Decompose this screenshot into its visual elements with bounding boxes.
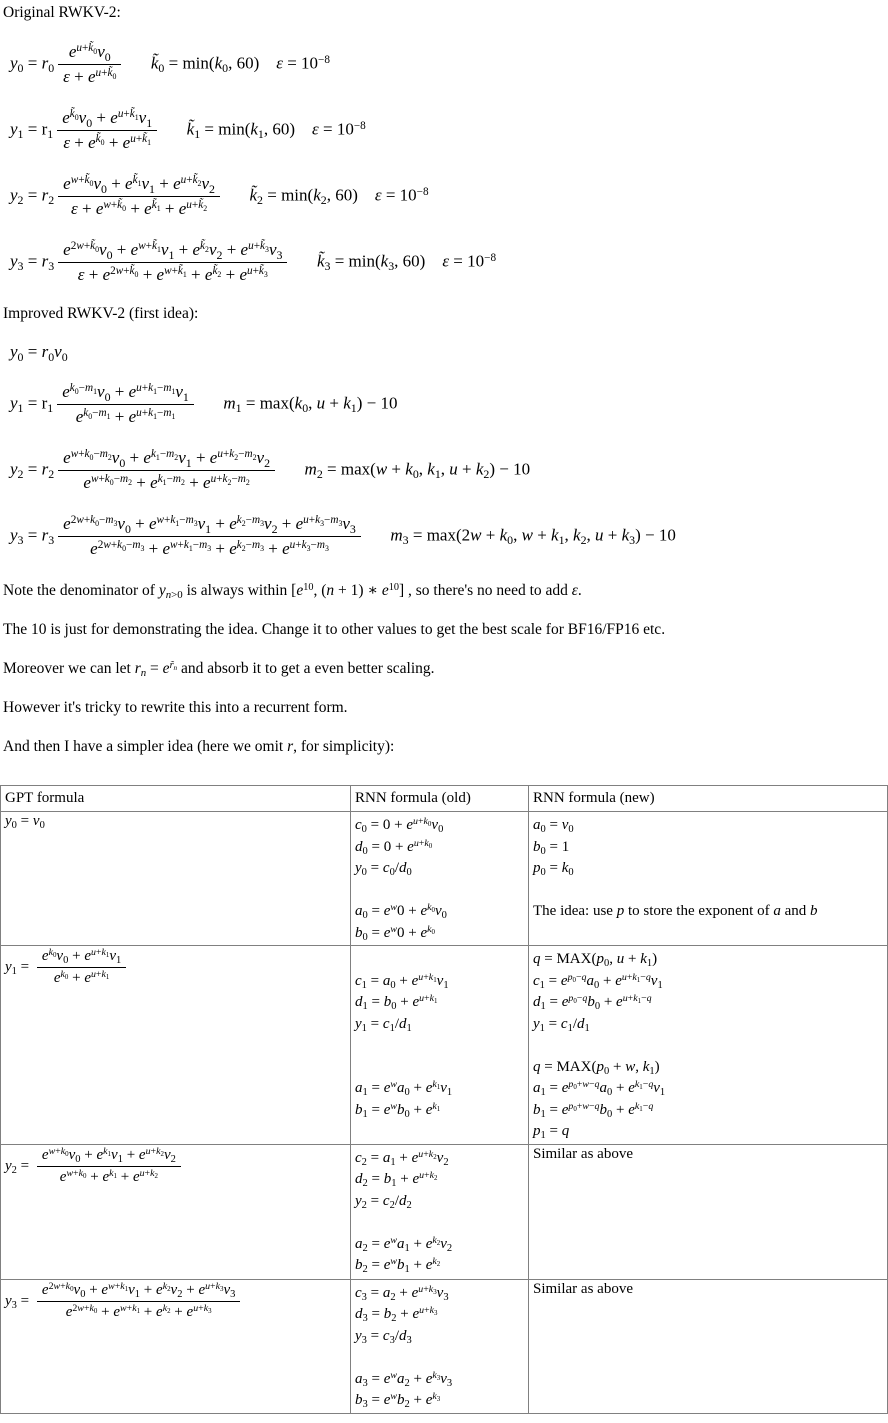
math-formula: $y_1 = r_1$ $\frac{e^{k̃_0}v_0 + e^{u+k̃_1}v_1}{\varepsilon + e^{k̃_0} + e^{u+k̃_1}}$ $k̃_1 = \min(k_1$, 60) $\varepsilon = 10^{-8}$ [10, 108, 366, 152]
column-header-0: GPT formula [1, 786, 351, 812]
formula-line [355, 1057, 524, 1079]
column-header-1: RNN formula (old) [351, 786, 529, 812]
formula-line: $y_1 = c_1/d_1$ [533, 1015, 590, 1034]
section-heading: Improved RWKV-2 (first idea): [3, 305, 199, 322]
formula-line: $d_0 = 0 + e^{u+k_0}$ [355, 837, 433, 857]
paragraph: Moreover we can let $r_n = e^{r̃_n}$ and absorb it to get a even better scaling. [3, 659, 435, 680]
rnn-new-lines [533, 947, 883, 1143]
table-row [1, 1279, 888, 1413]
section-heading: Original RWKV-2: [3, 4, 121, 21]
fraction: $\frac{e^{k_0}v_0 + e^{u+k_1}v_1}{e^{k_0} + e^{u+k_1}}$ [37, 947, 126, 988]
math-formula: $y_3 = r_3$ $\frac{e^{2w+k̃_0}v_0 + e^{w+k̃_1}v_1 + e^{k̃_2}v_2 + e^{u+k̃_3}v_3}{\varepsilon + e^{2w+k̃_0} + e^{w+k̃_1} + e^{k̃_2} + e^{u+k̃_3}}$ $k̃_3 = \min(k_3$, 60) $\varepsilon = 10^{-8}$ [10, 240, 497, 284]
table-header-row [1, 786, 888, 812]
formula-line [355, 949, 524, 971]
formula-line: $y_2 = c_2/d_2$ [355, 1192, 412, 1211]
cell-rnn-old [351, 812, 529, 946]
formula-line: $p_0 = k_0$ [533, 860, 574, 879]
formula-line: $d_1 = e^{p_0-q}b_0 + e^{u+k_1-q}$ [533, 993, 652, 1013]
cell-rnn-old [351, 1279, 529, 1413]
formula-line [533, 880, 883, 902]
table-row [1, 1144, 888, 1279]
fraction: $\frac{e^{w+k̃_0}v_0 + e^{k̃_1}v_1 + e^{u+k̃_2}v_2}{\varepsilon + e^{w+k̃_0} + e^{k̃_1} + e^{u+k̃_2}}$ [58, 173, 220, 220]
table-row [1, 946, 888, 1145]
cell-gpt-formula: $y_3$ = $\frac{e^{2w+k_0}v_0 + e^{w+k_1}v_1 + e^{k_2}v_2 + e^{u+k_3}v_3}{e^{2w+k_0} + e^{w+k_1} + e^{k_2} + e^{u+k_3}}$ [1, 1279, 351, 1413]
formula-line [355, 880, 524, 902]
formula-line: $a_1 = e^wa_0 + e^{k_1}v_1$ [355, 1079, 453, 1099]
cell-rnn-new [529, 812, 888, 946]
formula-line: $c_3 = a_2 + e^{u+k_3}v_3$ [355, 1283, 449, 1303]
math-formula: $y_0 = r_0$ $\frac{e^{u+k̃_0}v_0}{\varepsilon + e^{u+k̃_0}}$ $k̃_0 = \min(k_0$, 60) $\varepsilon = 10^{-8}$ [10, 42, 330, 86]
paragraph: Note the denominator of $y_{n>0}$ is always within [$e^{10}$, (n + 1) ∗ $e^{10}$] , so there's no need to add ε. [3, 581, 582, 602]
fraction: $\frac{e^{2w+k_0-m_3}v_0 + e^{w+k_1-m_3}v_1 + e^{k_2-m_3}v_2 + e^{u+k_3-m_3}v_3}{e^{2w+k_0-m_3} + e^{w+k_1-m_3} + e^{k_2-m_3} + e^{u+k_3-m_3}}$ [58, 513, 361, 560]
math-formula: $y_0 = r_0v_0$ [10, 342, 68, 364]
formula-line: $d_3 = b_2 + e^{u+k_3}$ [355, 1305, 438, 1325]
paragraph: However it's tricky to rewrite this into a recurrent form. [3, 699, 348, 716]
formula-line [533, 1035, 883, 1057]
formula-line: $a_0 = v_0$ [533, 817, 574, 836]
formula-line: $b_2 = e^wb_1 + e^{k_2}$ [355, 1256, 441, 1276]
formula-line: $a_3 = e^wa_2 + e^{k_3}v_3$ [355, 1369, 453, 1389]
math-formula: $y_1 = r_1$ $\frac{e^{k_0-m_1}v_0 + e^{u+k_1-m_1}v_1}{e^{k_0-m_1} + e^{u+k_1-m_1}}$ $m_1 = \max(k_0$, $u + k_1) - 10$ [10, 382, 398, 426]
cell-rnn-new: Similar as above [529, 1279, 888, 1413]
rnn-old-lines [355, 1281, 524, 1412]
formula-line: $c_1 = e^{p_0-q}a_0 + e^{u+k_1-q}v_1$ [533, 971, 663, 991]
cell-rnn-new [529, 946, 888, 1145]
math-formula: $y_2 = r_2$ $\frac{e^{w+k_0-m_2}v_0 + e^{k_1-m_2}v_1 + e^{u+k_2-m_2}v_2}{e^{w+k_0-m_2} + e^{k_1-m_2} + e^{u+k_2-m_2}}$ $m_2 = \max(w + k_0$, $k_1$, $u + k_2) - 10$ [10, 448, 531, 492]
formula-line: $b_0 = 1$ [533, 838, 570, 857]
math-formula: $y_2 = r_2$ $\frac{e^{w+k̃_0}v_0 + e^{k̃_1}v_1 + e^{u+k̃_2}v_2}{\varepsilon + e^{w+k̃_0} + e^{k̃_1} + e^{u+k̃_2}}$ $k̃_2 = \min(k_2$, 60) $\varepsilon = 10^{-8}$ [10, 174, 429, 218]
formula-line: $c_2 = a_1 + e^{u+k_2}v_2$ [355, 1148, 449, 1168]
cell-gpt-formula: $y_1$ = $\frac{e^{k_0}v_0 + e^{u+k_1}v_1}{e^{k_0} + e^{u+k_1}}$ [1, 946, 351, 1145]
fraction: $\frac{e^{w+k_0-m_2}v_0 + e^{k_1-m_2}v_1 + e^{u+k_2-m_2}v_2}{e^{w+k_0-m_2} + e^{k_1-m_2} + e^{u+k_2-m_2}}$ [58, 447, 275, 494]
formula-line [355, 1035, 524, 1057]
formula-line: $y_1 = c_1/d_1$ [355, 1015, 412, 1034]
formula-line: $b_0 = e^w0 + e^{k_0}$ [355, 923, 435, 943]
formula-line: $d_2 = b_1 + e^{u+k_2}$ [355, 1170, 438, 1190]
rnn-old-lines [355, 1146, 524, 1277]
formula-line: $q = MAX(p_0 + w$, $k_1$) [533, 1058, 660, 1077]
fraction: $\frac{e^{w+k_0}v_0 + e^{k_1}v_1 + e^{u+k_2}v_2}{e^{w+k_0} + e^{k_1} + e^{u+k_2}}$ [37, 1146, 181, 1187]
fraction: $\frac{e^{u+k̃_0}v_0}{\varepsilon + e^{u+k̃_0}}$ [58, 41, 121, 88]
formula-line: $c_0 = 0 + e^{u+k_0}v_0$ [355, 816, 444, 836]
formula-line [355, 1212, 524, 1234]
fraction: $\frac{e^{2w+k̃_0}v_0 + e^{w+k̃_1}v_1 + e^{k̃_2}v_2 + e^{u+k̃_3}v_3}{\varepsilon + e^{2w+k̃_0} + e^{w+k̃_1} + e^{k̃_2} + e^{u+k̃_3}}$ [58, 239, 287, 286]
rnn-old-lines [355, 947, 524, 1121]
rnn-old-lines [355, 813, 524, 944]
formula-line [355, 1347, 524, 1369]
formula-line: The idea: use p to store the exponent of a and b [533, 903, 818, 919]
paragraph: And then I have a simpler idea (here we omit r, for simplicity): [3, 738, 395, 755]
formula-line: $y_3 = c_3/d_3$ [355, 1327, 412, 1346]
formula-line: $p_1 = q$ [533, 1123, 570, 1142]
cell-rnn-old [351, 1144, 529, 1279]
formula-line: $q = MAX(p_0$, $u + k_1$) [533, 951, 658, 970]
formula-line: $b_3 = e^wb_2 + e^{k_3}$ [355, 1391, 441, 1411]
formula-line: $b_1 = e^wb_0 + e^{k_1}$ [355, 1100, 441, 1120]
rnn-new-lines [533, 813, 883, 923]
paragraph: The 10 is just for demonstrating the idea. Change it to other values to get the best scale for BF16/FP16 etc. [3, 621, 666, 638]
formula-line: $b_1 = e^{p_0+w-q}b_0 + e^{k_1-q}$ [533, 1100, 654, 1120]
formula-line: $a_1 = e^{p_0+w-q}a_0 + e^{k_1-q}v_1$ [533, 1079, 666, 1099]
formula-line: $a_0 = e^w0 + e^{k_0}v_0$ [355, 902, 447, 922]
table-row [1, 812, 888, 946]
cell-rnn-old [351, 946, 529, 1145]
formula-line: $a_2 = e^wa_1 + e^{k_2}v_2$ [355, 1234, 453, 1254]
formula-line: $d_1 = b_0 + e^{u+k_1}$ [355, 993, 438, 1013]
column-header-2: RNN formula (new) [529, 786, 888, 812]
fraction: $\frac{e^{k_0-m_1}v_0 + e^{u+k_1-m_1}v_1}{e^{k_0-m_1} + e^{u+k_1-m_1}}$ [57, 381, 194, 428]
fraction: $\frac{e^{2w+k_0}v_0 + e^{w+k_1}v_1 + e^{k_2}v_2 + e^{u+k_3}v_3}{e^{2w+k_0} + e^{w+k_1} + e^{k_2} + e^{u+k_3}}$ [37, 1281, 241, 1322]
math-formula: $y_3 = r_3$ $\frac{e^{2w+k_0-m_3}v_0 + e^{w+k_1-m_3}v_1 + e^{k_2-m_3}v_2 + e^{u+k_3-m_3}v_3}{e^{2w+k_0-m_3} + e^{w+k_1-m_3} + e^{k_2-m_3} + e^{u+k_3-m_3}}$ $m_3 = \max(2w + k_0$, $w + k_1$, $k_2$, $u + k_3) - 10$ [10, 514, 676, 558]
cell-gpt-formula: $y_0 = v_0$ [1, 812, 351, 946]
fraction: $\frac{e^{k̃_0}v_0 + e^{u+k̃_1}v_1}{\varepsilon + e^{k̃_0} + e^{u+k̃_1}}$ [57, 107, 157, 154]
formula-comparison-table [0, 785, 888, 1414]
formula-line: $c_1 = a_0 + e^{u+k_1}v_1$ [355, 971, 449, 991]
cell-gpt-formula: $y_2$ = $\frac{e^{w+k_0}v_0 + e^{k_1}v_1 + e^{u+k_2}v_2}{e^{w+k_0} + e^{k_1} + e^{u+k_2}}$ [1, 1144, 351, 1279]
cell-rnn-new: Similar as above [529, 1144, 888, 1279]
formula-line: $y_0 = c_0/d_0$ [355, 860, 412, 879]
